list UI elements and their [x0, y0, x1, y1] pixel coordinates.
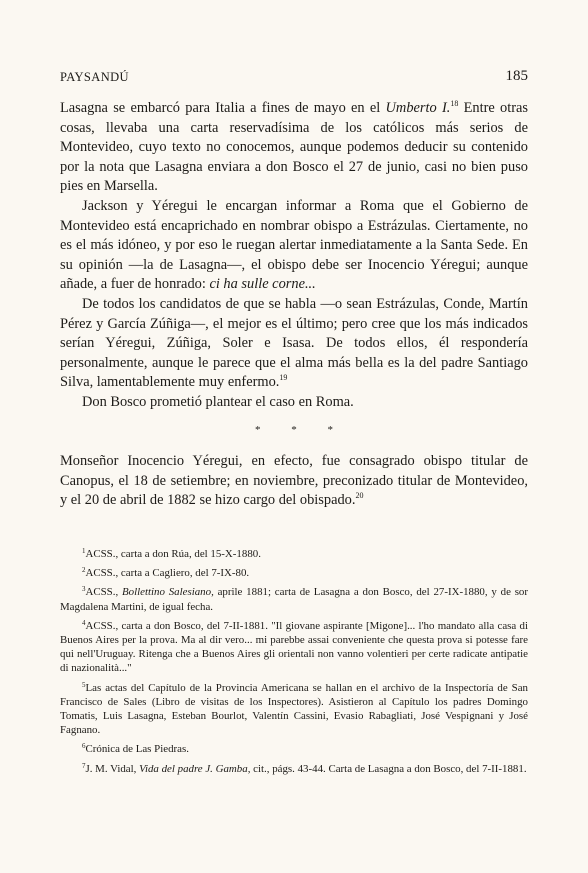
italic-quote: ci ha sulle corne... — [209, 276, 316, 293]
footnote-italic: Vida del padre J. Gamba, — [139, 762, 251, 775]
footnote-4 — [60, 619, 528, 676]
footnote-2 — [60, 566, 528, 580]
running-head: PAYSANDÚ — [60, 70, 129, 84]
footnote-number: 5 — [82, 680, 86, 689]
paragraph-5 — [60, 452, 528, 511]
paragraph-5-text: Monseñor Inocencio Yéregui, en efecto, fue consagrado obispo titular de Canopus, el 18 de setiembre; en noviembre, preconizado titular de Montevideo, y el 20 de abril de 1882 se hizo cargo del obispado. — [60, 453, 528, 509]
paragraph-3 — [60, 295, 528, 393]
page-header — [60, 70, 528, 90]
footnote-number: 1 — [82, 547, 86, 555]
footnote-1 — [60, 547, 528, 561]
footnote-text: Crónica de Las Piedras. — [85, 743, 189, 756]
footnote-text: Las actas del Capítulo de la Provincia Americana se hallan en el archivo de la Inspectoría de San Francisco de Sales (Libro de visitas de los Inspectores). Asistieron al Capítulo los padres Domingo Tomatis, Luis Lasagna, Esteban Bourlot, Valentín Cassini, Evasio Rabagliati, José Vespignani y José Fagnano. — [60, 681, 528, 737]
footnote-text: ACSS., carta a don Bosco, del 7-II-1881. "Il giovane aspirante [Migone]... l'ho mandato alla casa di Buenos Aires per la prova. Ma al dir vero... mi parebbe assai conveniente che questa prova si potesse fare qui nell'Uruguay. Ritenga che a Buenos Aires gli orientali non vanno volentieri per certe radicate antipatie di nazionalità..." — [60, 619, 528, 675]
page-number: 185 — [505, 68, 528, 84]
ship-name: Umberto I. — [385, 100, 451, 116]
footnote-6 — [60, 742, 528, 756]
footnote-3 — [60, 585, 528, 613]
section-break-asterisks: * * * — [255, 423, 333, 436]
footnote-text: cit., págs. 43-44. Carta de Lasagna a don Bosco, del 7-II-1881. — [250, 762, 527, 775]
footnote-italic: Bollettino Salesiano, — [121, 586, 214, 599]
paragraph-1-text-b: Entre otras cosas, llevaba una carta reservadísima de los católicos más serios de Montevideo, cuyo texto no conocemos, aunque podemos deducir su contenido por la nota que Lasagna enviara a don Bosco el 27 de junio, casi no bien puso pies en Marsella. — [60, 100, 528, 195]
note-ref-18: 18 — [450, 99, 459, 108]
footnote-text: ACSS., carta a don Rúa, del 15-X-1880. — [85, 548, 261, 560]
paragraph-2-text: Jackson y Yéregui le encargan informar a Roma que el Gobierno de Montevideo está encaprichado en nombrar obispo a Estrázulas. Ciertamente, no es el más idóneo, y por eso le ruegan alertar inmediatamente a la Santa Sede. En su opinión —la de Lasagna—, el obispo debe ser Inocencio Yéregui; aunque añade, a fuer de honrado: — [60, 197, 528, 293]
note-ref-19: 19 — [279, 373, 288, 383]
footnote-number: 6 — [82, 742, 86, 751]
footnote-number: 2 — [82, 566, 86, 575]
footnotes — [60, 547, 528, 781]
footnote-text: ACSS., — [85, 586, 122, 599]
paragraph-1-text-a: Lasagna se embarcó para Italia a fines de mayo en el — [60, 100, 386, 116]
footnote-text: aprile 1881; carta de Lasagna a don Bosco, del 27-IX-1880, y de sor Magdalena Martini, de igual fecha. — [60, 586, 528, 613]
paragraph-2 — [60, 197, 528, 295]
note-ref-20: 20 — [355, 491, 364, 501]
footnote-number: 3 — [82, 585, 86, 594]
footnote-number: 7 — [82, 761, 86, 770]
paragraph-1 — [60, 99, 528, 197]
main-text — [60, 99, 528, 511]
paragraph-4: Don Bosco prometió plantear el caso en Roma. — [82, 393, 354, 410]
paragraph-3-text: De todos los candidatos de que se habla —o sean Estrázulas, Conde, Martín Pérez y García Zúñiga—, el mejor es el último; pero cree que los más indicados serían Yéregui, Zúñiga, Soler e Isasa. De todos ellos, él respondería personalmente, aunque le parece que el alma más bella es la del padre Santiago Silva, lamentablemente muy enfermo. — [60, 295, 528, 391]
footnote-7 — [60, 762, 528, 776]
footnote-number: 4 — [82, 618, 86, 627]
footnote-text: J. M. Vidal, — [85, 762, 140, 775]
footnote-text: ACSS., carta a Cagliero, del 7-IX-80. — [85, 567, 250, 580]
footnote-5 — [60, 681, 528, 738]
